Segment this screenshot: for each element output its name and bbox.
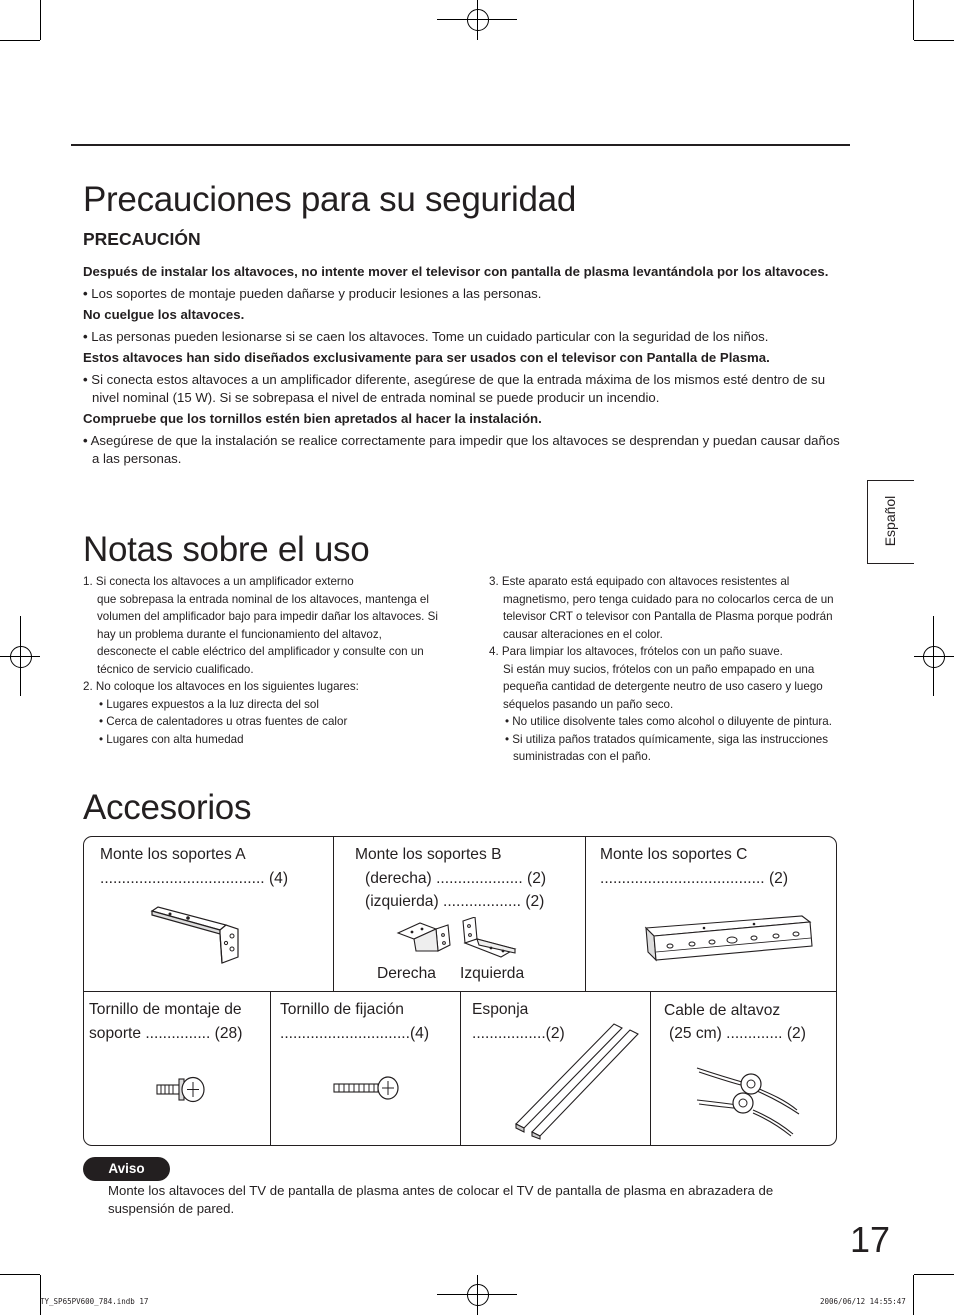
notes-title: Notas sobre el uso <box>83 530 370 569</box>
accessory-c-quantity: ...................................... (2) <box>600 870 789 887</box>
table-col-divider <box>333 837 334 991</box>
accessory-a-name: Monte los soportes A <box>100 846 246 863</box>
note-4-body: Si están muy sucios, frótelos con un paño empapado en una pequeña cantidad de detergente neutro de uso casero y luego séquelos pasando un paño seco. <box>503 662 823 711</box>
accessory-b-label-right: Derecha <box>377 965 436 982</box>
notes-column-right <box>489 573 839 766</box>
precaution-3-bullet <box>83 371 843 407</box>
mounting-screw-icon <box>155 1075 209 1105</box>
aviso-text: Monte los altavoces del TV de pantalla de plasma antes de colocar el TV de pantalla de plasma en abrazadera de suspensión de pared. <box>108 1183 774 1216</box>
safety-precautions <box>83 261 843 469</box>
accessory-g-name: Cable de altavoz <box>664 1002 781 1019</box>
caution-heading: PRECAUCIÓN <box>83 229 201 249</box>
bullet-marker: • <box>83 432 88 448</box>
note-4-bullet-chemical: • Si utiliza paños tratados químicamente, siga las instrucciones suministradas con el paño. <box>505 732 829 763</box>
bracket-a-icon <box>148 903 240 965</box>
footer-timestamp: 2006/06/12 14:55:47 <box>820 1297 906 1306</box>
accessory-d-name: Tornillo de montaje de <box>89 1001 242 1018</box>
note-2-bullet-sun: • Lugares expuestos a la luz directa del sol <box>99 697 319 711</box>
bracket-c-icon <box>644 914 814 964</box>
note-2-bullet-humidity: • Lugares con alta humedad <box>99 732 244 746</box>
precaution-3-text: Si conecta estos altavoces a un amplificador diferente, asegúrese de que la entrada máxima de los mismos esté dentro de su nivel nominal (15 W). Si se sobrepasa el nivel de entrada nominal se puede producir un incendio. <box>91 371 826 405</box>
language-tab <box>867 480 914 564</box>
accessory-c-name: Monte los soportes C <box>600 846 748 863</box>
accessory-b-left-quantity: (izquierda) .................. (2) <box>365 893 545 910</box>
top-rule <box>71 144 850 146</box>
table-col-divider <box>585 837 586 991</box>
note-4-first-line: 4. Para limpiar los altavoces, frótelos con un paño suave. <box>489 645 783 658</box>
safety-title: Precauciones para su seguridad <box>83 180 576 219</box>
accessory-g-quantity: (25 cm) ............. (2) <box>669 1025 806 1042</box>
table-col-divider <box>460 992 461 1145</box>
precaution-4-text: Asegúrese de que la instalación se realice correctamente para impedir que los altavoces se desprendan y puedan causar daños a las personas. <box>90 432 840 466</box>
accessory-b-label-left: Izquierda <box>460 965 525 982</box>
footer-file-info: TY_SP65PV600_784.indb 17 <box>40 1297 149 1306</box>
table-col-divider <box>650 992 651 1145</box>
accessory-b-right-quantity: (derecha) .................... (2) <box>365 870 547 887</box>
precaution-4-bullet <box>83 432 843 468</box>
page-number: 17 <box>850 1219 891 1260</box>
language-tab-label: Español <box>882 495 898 547</box>
bullet-marker: • <box>83 285 88 301</box>
note-1-body: que sobrepasa la entrada nominal de los altavoces, mantenga el volumen del amplificador bajo para impedir dañar los altavoces. Si hay un problema durante el funcionamiento del altavoz, desconecte el cable eléctrico del amplificador y consulte con un técnico de servicio cualificado. <box>97 592 438 676</box>
accessory-e-name: Tornillo de fijación <box>280 1001 404 1018</box>
precaution-2-heading: No cuelgue los altavoces. <box>83 307 245 323</box>
accessory-f-name: Esponja <box>472 1001 529 1018</box>
sponge-strips-icon <box>514 1022 644 1140</box>
precaution-4-heading: Compruebe que los tornillos estén bien apretados al hacer la instalación. <box>83 411 542 427</box>
note-1-first-line: 1. Si conecta los altavoces a un amplificador externo <box>83 575 354 588</box>
table-col-divider <box>270 992 271 1145</box>
speaker-cable-icon <box>695 1054 805 1138</box>
precaution-2-text: Las personas pueden lesionarse si se caen los altavoces. Tome un cuidado particular con la seguridad de los niños. <box>91 328 769 344</box>
bullet-marker: • <box>83 328 88 344</box>
accessory-f-quantity: .................(2) <box>472 1025 565 1042</box>
accessories-title: Accesorios <box>83 788 252 827</box>
note-2: 2. No coloque los altavoces en los siguientes lugares: <box>83 680 359 693</box>
bullet-marker: • <box>83 371 88 387</box>
accessory-b-name: Monte los soportes B <box>355 846 502 863</box>
precaution-3-heading: Estos altavoces han sido diseñados exclusivamente para ser usados con el televisor con Pantalla de Plasma. <box>83 350 770 366</box>
fixing-screw-icon <box>332 1074 402 1102</box>
notes-column-left <box>83 573 443 748</box>
precaution-1-bullet <box>83 285 843 303</box>
note-3: 3. Este aparato está equipado con altavoces resistentes al magnetismo, pero tenga cuidado para no colocarlos cerca de un televisor CRT o televisor con Pantalla de Plasma porque podrán causar alteraciones en el color. <box>489 575 834 641</box>
bracket-b-right-icon <box>396 917 454 953</box>
aviso-badge: Aviso <box>83 1157 170 1181</box>
bracket-b-left-icon <box>461 917 517 961</box>
precaution-2-bullet <box>83 328 843 346</box>
precaution-1-heading: Después de instalar los altavoces, no intente mover el televisor con pantalla de plasma levantándola por los altavoces. <box>83 264 829 279</box>
precaution-1-text: Los soportes de montaje pueden dañarse y producir lesiones a las personas. <box>91 285 542 301</box>
accessory-e-quantity: ..............................(4) <box>280 1025 430 1042</box>
accessory-a-quantity: ...................................... (4) <box>100 870 289 887</box>
note-4-bullet-solvent: • No utilice disolvente tales como alcohol o diluyente de pintura. <box>505 715 832 728</box>
accessory-d-quantity: soporte ............... (28) <box>89 1025 243 1042</box>
note-2-bullet-heat: • Cerca de calentadores u otras fuentes de calor <box>99 715 348 728</box>
